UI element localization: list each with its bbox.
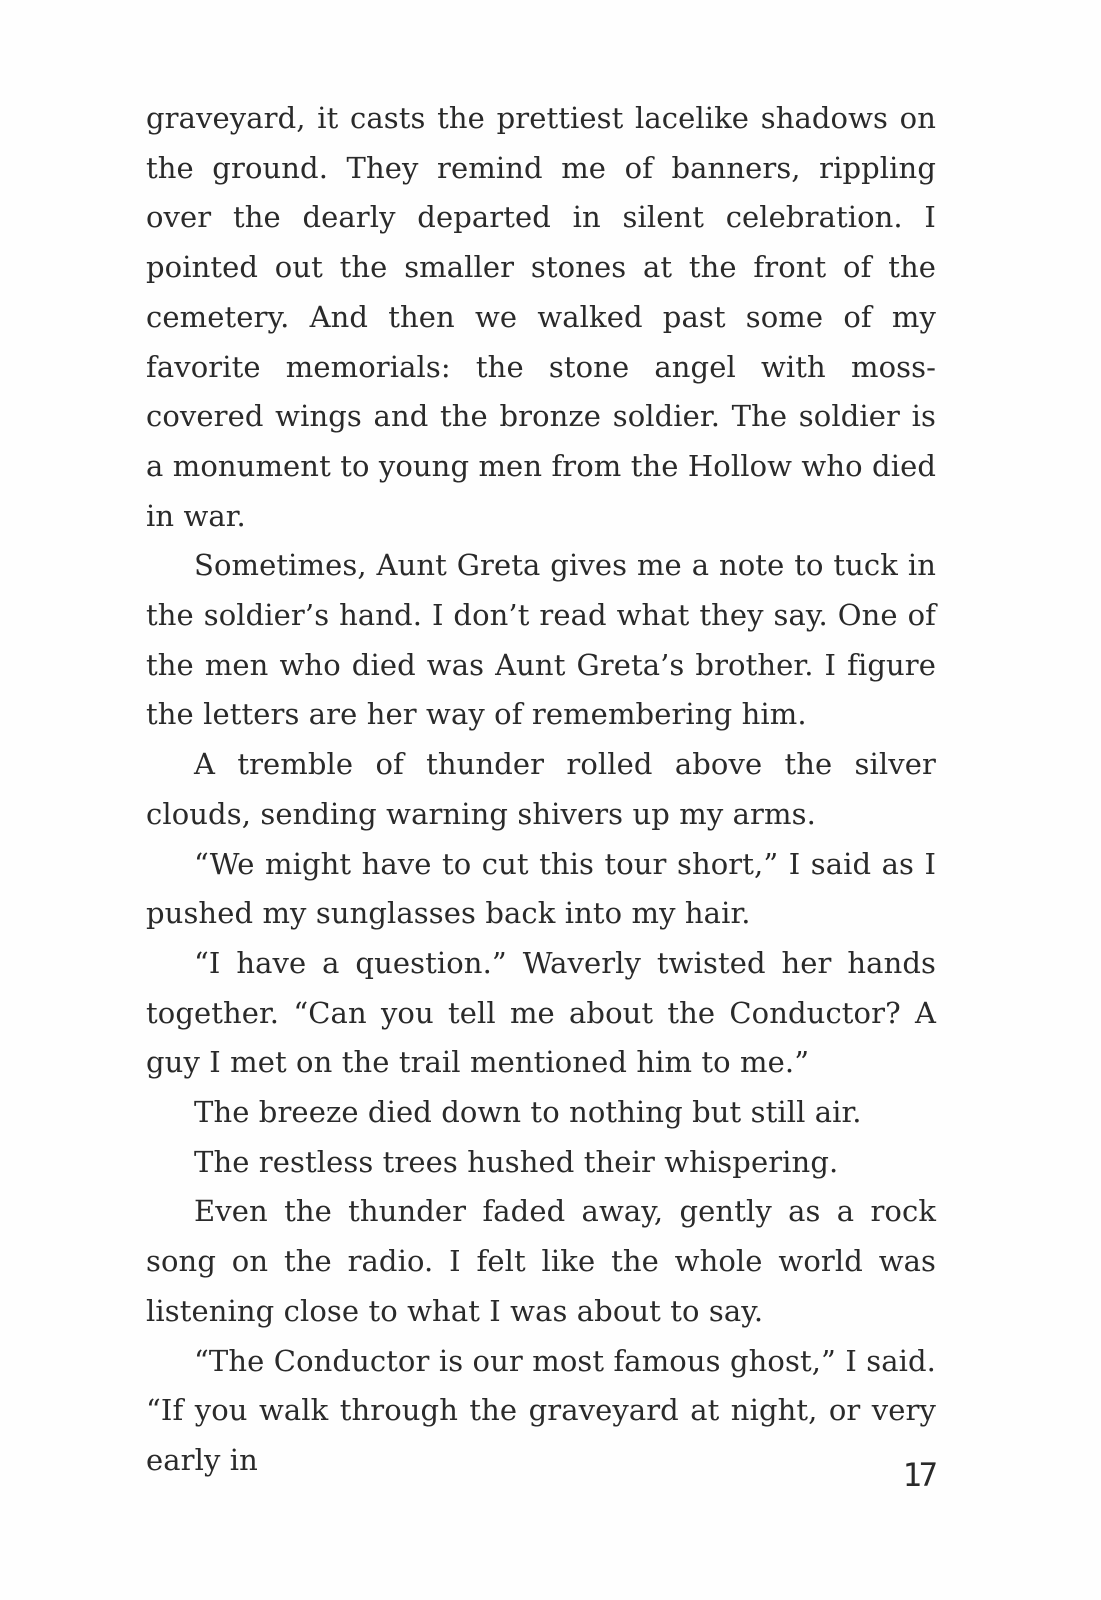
paragraph: The restless trees hushed their whispering. — [194, 1144, 839, 1179]
paragraph: A tremble of thunder rolled above the silver clouds, sending warning shivers up my arms. — [146, 747, 936, 831]
paragraph: Sometimes, Aunt Greta gives me a note to tuck in the soldier’s hand. I don’t read what they say. One of the men who died was Aunt Greta’s brother. I figure the letters are her way of remembering him. — [146, 548, 936, 732]
paragraph: The breeze died down to nothing but still air. — [194, 1095, 862, 1130]
paragraph: “I have a question.” Waverly twisted her hands together. “Can you tell me about the Conductor? A guy I met on the trail mentioned him to me.” — [146, 945, 936, 1080]
paragraph-continued: graveyard, it casts the prettiest lacelike shadows on the ground. They remind me of banners, rippling over the dearly departed in silent celebration. I pointed out the smaller stones at the front of the cemetery. And then we walked past some of my favorite memorials: the stone angel with moss-covered wings and the bronze soldier. The soldier is a monument to young men from the Hollow who died in war. — [146, 101, 936, 533]
paragraph: “We might have to cut this tour short,” I said as I pushed my sunglasses back into my hair. — [146, 846, 936, 931]
paragraph: Even the thunder faded away, gently as a rock song on the radio. I felt like the whole world was listening close to what I was about to say. — [146, 1194, 936, 1328]
body-text — [146, 94, 936, 1486]
paragraph: “The Conductor is our most famous ghost,” I said. “If you walk through the graveyard at night, or very early in — [146, 1343, 936, 1477]
page-number: 17 — [902, 1456, 935, 1494]
